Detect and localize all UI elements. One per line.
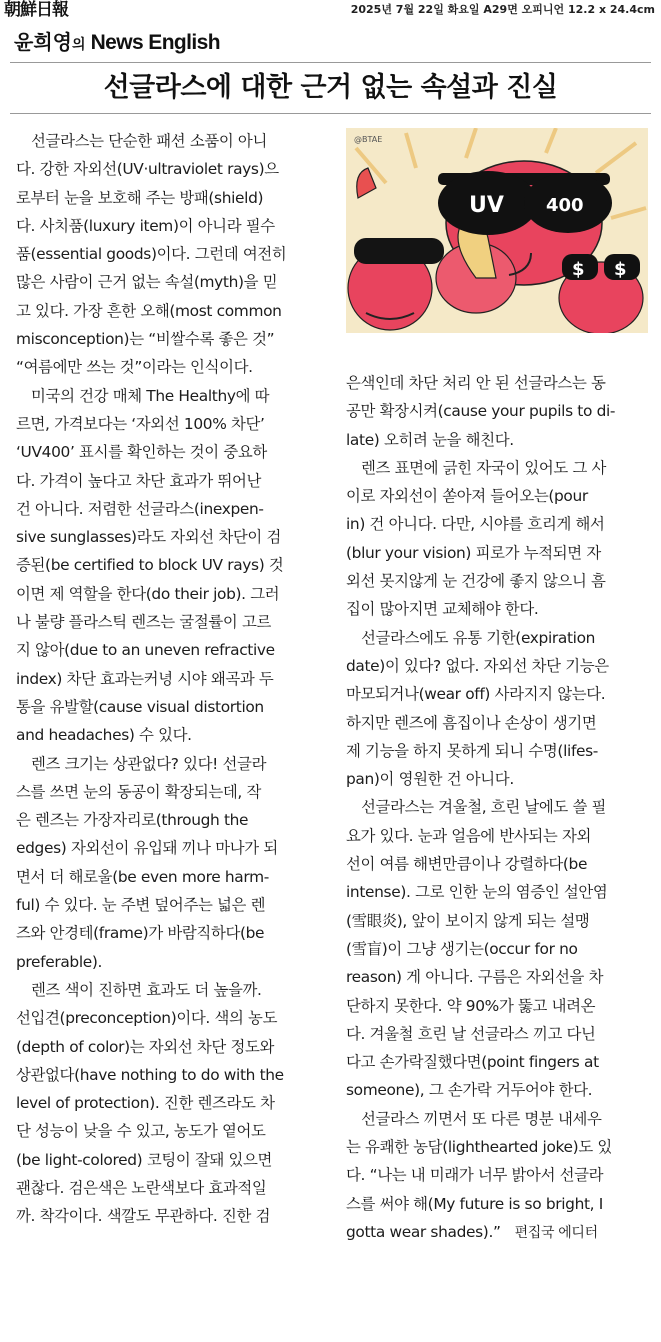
text-line: preferable). (16, 952, 103, 971)
text-line: (be light-colored) 코팅이 잘돼 있으면 (16, 1150, 273, 1169)
text-line: sive sunglasses)라도 자외선 차단이 검 (16, 528, 281, 547)
byline-credit: 편집국 에디터 (514, 1224, 598, 1241)
text-line: 미국의 건강 매체 The Healthy에 따 (16, 386, 270, 405)
column-name (14, 30, 220, 57)
text-line: 로부터 눈을 보호해 주는 방패(shield) (16, 188, 264, 207)
text-line: 스를 써야 해(My future is so bright, I (346, 1194, 603, 1213)
text-line: 다. 겨울철 흐린 날 선글라스 끼고 다닌 (346, 1024, 596, 1043)
text-line: 마모되거나(wear off) 사라지지 않는다. (346, 685, 606, 704)
article-column-2 (346, 369, 652, 1246)
text-line: 스를 쓰면 눈의 동공이 확장되는데, 작 (16, 782, 262, 801)
400-lens-text: 400 (546, 195, 584, 216)
text-line: level of protection). 진한 렌즈라도 차 (16, 1094, 275, 1113)
text-line: reason) 게 아니다. 구름은 자외선을 차 (346, 968, 604, 987)
text-line: 고 있다. 가장 흔한 오해(most common (16, 301, 282, 320)
article-title: 선글라스에 대한 근거 없는 속설과 진실 (103, 72, 558, 103)
text-line: 통을 유발할(cause visual distortion (16, 697, 264, 716)
dateline: 2025년 7월 22일 화요일 A29면 오피니언 12.2 x 24.4cm (350, 3, 655, 16)
title-bottom-rule (10, 113, 651, 114)
text-line: 집이 많아지면 교체해야 한다. (346, 600, 539, 619)
text-line: 렌즈 표면에 긁힌 자국이 있어도 그 사 (346, 458, 607, 477)
illustration-logo: @BTAE (354, 135, 383, 144)
text-line: pan)이 영원한 건 아니다. (346, 770, 514, 789)
text-line: 선이 여름 해변만큼이나 강렬하다(be (346, 855, 588, 874)
text-line: 외선 못지않게 눈 건강에 좋지 않으니 흠 (346, 572, 606, 591)
masthead (0, 0, 661, 20)
text-line-final (346, 1218, 652, 1246)
text-line: 선글라스 끼면서 또 다른 명분 내세우 (346, 1109, 602, 1128)
text-line: 은색인데 차단 처리 안 된 선글라스는 동 (346, 374, 606, 392)
text-line: (depth of color)는 자외선 차단 정도와 (16, 1037, 275, 1056)
text-line: ful) 수 있다. 눈 주변 덮어주는 넓은 렌 (16, 896, 266, 915)
text-line: 렌즈 크기는 상관없다? 있다! 선글라 (16, 754, 267, 773)
text-line: 괜찮다. 검은색은 노란색보다 효과적일 (16, 1178, 267, 1197)
text-line: 공만 확장시켜(cause your pupils to di- (346, 402, 616, 421)
text-line: 다. 강한 자외선(UV·ultraviolet rays)으 (16, 160, 279, 179)
text-line: intense). 그로 인한 눈의 염증인 설안염 (346, 883, 608, 902)
text-line: in) 건 아니다. 다만, 시야를 흐리게 해서 (346, 515, 605, 534)
text-line: and headaches) 수 있다. (16, 726, 192, 745)
text-line: 르면, 가격보다는 ‘자외선 100% 차단’ (16, 414, 265, 433)
text-line: “여름에만 쓰는 것”이라는 인식이다. (16, 358, 253, 377)
text-line: 선글라스는 겨울철, 흐린 날에도 쓸 필 (346, 798, 607, 817)
text-line: index) 차단 효과는커녕 시야 왜곡과 두 (16, 669, 274, 688)
column-author: 윤희영 (14, 30, 72, 54)
text-line: 면서 더 해로울(be even more harm- (16, 867, 269, 886)
text-line: 나 불량 플라스틱 렌즈는 굴절률이 고르 (16, 613, 271, 632)
title-top-rule (10, 62, 651, 63)
text-line: 요가 있다. 눈과 얼음에 반사되는 자외 (346, 826, 592, 845)
text-line: 선입견(preconception)이다. 색의 농도 (16, 1009, 278, 1028)
svg-text:$: $ (572, 259, 585, 280)
text-line: 다고 손가락질했다면(point fingers at (346, 1053, 599, 1072)
text-line: 지 않아(due to an uneven refractive (16, 641, 275, 660)
text-line: 은 렌즈는 가장자리로(through the (16, 811, 249, 830)
text-line: 많은 사람이 근거 없는 속설(myth)을 믿 (16, 273, 278, 292)
text-line: someone), 그 손가락 거두어야 한다. (346, 1081, 593, 1100)
text-line: 는 유쾌한 농담(lighthearted joke)도 있 (346, 1138, 612, 1157)
uv-lens-text: UV (469, 193, 504, 218)
column-title: News English (90, 31, 220, 54)
text-line: 다. 가격이 높다고 차단 효과가 뛰어난 (16, 471, 262, 490)
text-line: 선글라스는 단순한 패션 소품이 아니 (16, 132, 267, 150)
text-line: 단 성능이 낮을 수 있고, 농도가 옅어도 (16, 1122, 266, 1141)
text-line: (雪盲)이 그냥 생기는(occur for no (346, 939, 578, 958)
text-line: 증된(be certified to block UV rays) 것 (16, 556, 284, 575)
text-line: 렌즈 색이 진하면 효과도 더 높을까. (16, 980, 262, 999)
text-line: (雪眼炎), 앞이 보이지 않게 되는 설맹 (346, 911, 590, 930)
text-line: 건 아니다. 저렴한 선글라스(inexpen- (16, 499, 264, 518)
newspaper-logo: 朝鮮日報 (4, 0, 68, 20)
sunglasses-illustration (346, 128, 648, 333)
text-line: date)이 있다? 없다. 자외선 차단 기능은 (346, 656, 609, 675)
text-line: 상관없다(have nothing to do with the (16, 1065, 284, 1084)
text-line: 까. 착각이다. 색깔도 무관하다. 진한 검 (16, 1207, 271, 1226)
text-line: 이면 제 역할을 한다(do their job). 그러 (16, 584, 280, 603)
text-line: late) 오히려 눈을 해친다. (346, 430, 514, 449)
text-line: edges) 자외선이 유입돼 끼나 마나가 되 (16, 839, 278, 858)
svg-text:$: $ (614, 259, 627, 280)
text-line: 다. “나는 내 미래가 너무 밝아서 선글라 (346, 1166, 604, 1185)
column-particle: 의 (71, 37, 86, 53)
last-line-text: gotta wear shades).” (346, 1222, 501, 1241)
text-line: 선글라스에도 유통 기한(expiration (346, 628, 596, 647)
text-line: 제 기능을 하지 못하게 되니 수명(lifes- (346, 741, 599, 760)
text-line: 이로 자외선이 쏟아져 들어오는(pour (346, 487, 588, 506)
text-line: 단하지 못한다. 약 90%가 뚫고 내려온 (346, 996, 596, 1015)
text-line: 즈와 안경테(frame)가 바람직하다(be (16, 924, 265, 943)
text-line: 품(essential goods)이다. 그런데 여전히 (16, 245, 287, 264)
text-line: misconception)는 “비쌀수록 좋은 것” (16, 330, 275, 349)
text-line: ‘UV400’ 표시를 확인하는 것이 중요하 (16, 443, 267, 462)
text-line: 하지만 렌즈에 흠집이나 손상이 생기면 (346, 713, 597, 732)
text-line: (blur your vision) 피로가 누적되면 자 (346, 543, 601, 562)
article-column-1 (16, 127, 324, 1231)
text-line: 다. 사치품(luxury item)이 아니라 필수 (16, 216, 275, 235)
